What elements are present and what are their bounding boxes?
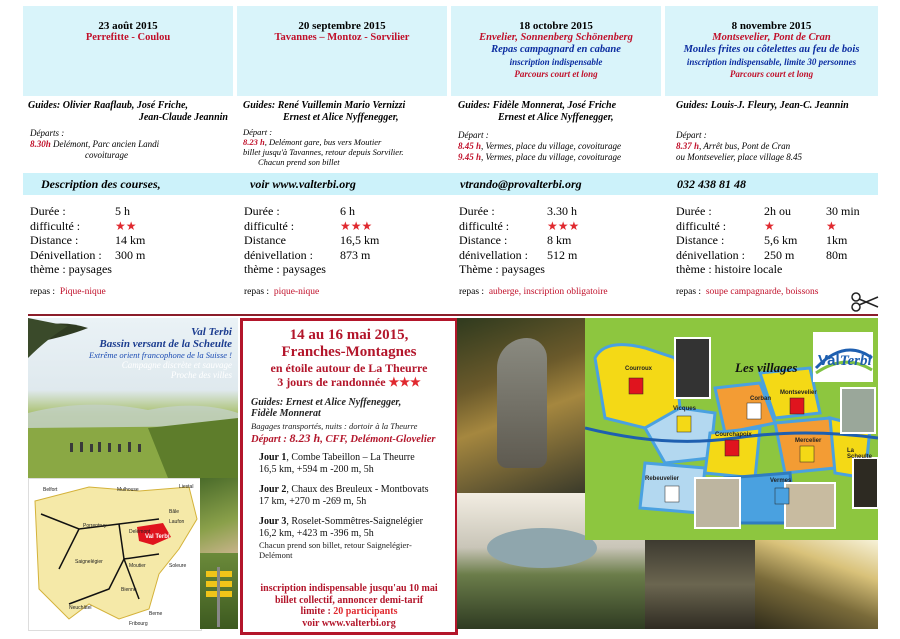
col4-repas <box>676 287 818 297</box>
col4-extra-2: inscription indispensable, limite 30 personnes <box>686 57 857 67</box>
ticket-note-1: Chacun prend son billet, retour Saignelégier- <box>259 540 412 550</box>
col4-detail-label-3: Distance : <box>676 233 725 247</box>
day1-route: , Combe Tabeillon – La Theurre <box>286 452 415 463</box>
col1-details <box>30 204 145 277</box>
col3-date: 18 octobre 2015 <box>519 20 593 32</box>
col3-detail-value-4: 512 m <box>547 247 578 262</box>
valterbi-logo <box>818 352 872 370</box>
landscape-photo <box>28 318 238 478</box>
town-bienne: Bienne <box>121 587 137 593</box>
col1-date: 23 août 2015 <box>98 20 158 32</box>
trip-guides-1: Guides: Ernest et Alice Nyffenegger, <box>251 397 402 408</box>
col2-detail-value-1: 6 h <box>340 204 355 218</box>
ticket-note-2: Delémont <box>259 550 293 560</box>
town-neuchatel: Neuchâtel <box>69 605 92 611</box>
town-berne: Berne <box>149 611 163 617</box>
col2-repas-label: repas : <box>244 287 270 297</box>
col4-date: 8 novembre 2015 <box>731 20 812 32</box>
logo-terbi: Terbi <box>839 353 872 369</box>
col4-detail-value-4b: 80m <box>826 247 848 262</box>
header-col-4 <box>665 6 878 96</box>
col3-repas-value: auberge, inscription obligatoire <box>488 287 608 297</box>
col2-depart-text: , Delémont gare, bus vers Moutier <box>264 137 382 147</box>
col3-repas <box>459 287 608 297</box>
village-rebeuvelier: Rebeuvelier <box>645 476 680 482</box>
town-porrentruy: Porrentruy <box>83 523 107 529</box>
day3-label: Jour 3 <box>259 516 287 527</box>
cut-line <box>28 314 878 316</box>
col4-extra-3: Parcours court et long <box>729 69 814 79</box>
col3-detail-value-1: 3.30 h <box>547 204 577 218</box>
autumn-forest-photo <box>755 540 878 629</box>
col4-detail-value-3b: 1km <box>826 233 848 247</box>
col4-detail-label-2: difficulté : <box>676 218 727 233</box>
col2-guides-line-2: Ernest et Alice Nyffenegger, <box>283 111 399 123</box>
col4-repas-label: repas : <box>676 287 702 297</box>
town-mulhouse: Mulhouse <box>117 487 139 493</box>
band-website[interactable]: voir www.valterbi.org <box>250 177 356 191</box>
col3-details <box>459 204 579 277</box>
col2-detail-label-2: difficulté : <box>244 218 295 233</box>
day1-label: Jour 1 <box>259 452 287 463</box>
trip-luggage-note: Bagages transportés, nuits : dortoir à la Theurre <box>251 421 418 431</box>
col2-detail-value-4: 873 m <box>340 247 371 262</box>
col4-detail-label-4: dénivellation : <box>676 247 745 262</box>
band-description: Description des courses, <box>41 177 161 191</box>
col4-difficulty-star-a: ★ <box>764 218 775 233</box>
day2-route: , Chaux des Breuleux - Montbovats <box>286 484 429 495</box>
col4-depart-text: , Arrêt bus, Pont de Cran <box>699 141 791 151</box>
col1-departs <box>30 128 230 161</box>
col3-extra-2: inscription indispensable <box>509 57 603 67</box>
col3-depart-time-1: 8.45 h <box>458 141 482 151</box>
col3-extra-3: Parcours court et long <box>514 69 598 79</box>
trip-subtitle-2: 3 jours de randonnée <box>277 375 386 389</box>
col1-detail-label-2: difficulté : <box>30 218 81 233</box>
village-corban: Corban <box>750 396 771 402</box>
town-bale: Bâle <box>169 509 180 515</box>
region-map <box>28 478 202 631</box>
col1-guides <box>28 100 228 123</box>
franches-montagnes-box <box>240 318 458 635</box>
col3-detail-label-1: Durée : <box>459 204 495 218</box>
trip-website[interactable]: voir www.valterbi.org <box>302 617 396 629</box>
col2-place: Tavannes – Montoz - Sorvilier <box>274 32 410 43</box>
contact-band <box>23 173 878 195</box>
villages-title: Les villages <box>735 360 798 375</box>
village-vicques: Vicques <box>673 406 696 412</box>
trip-depart-label: Départ : <box>251 434 287 445</box>
region-map-image <box>29 479 201 630</box>
trip-depart-place: , CFF, Delémont-Glovelier <box>320 434 436 445</box>
col3-detail-label-4: dénivellation : <box>459 247 528 262</box>
val-terbi-line-2: Campagne discrète et sauvage <box>121 360 232 370</box>
col4-details <box>676 204 860 277</box>
col2-details <box>244 204 379 277</box>
col3-departs-label: Départ : <box>458 130 489 140</box>
col2-detail-label-1: Durée : <box>244 204 280 218</box>
hikers-photo-small <box>200 478 238 553</box>
col4-detail-value-1b: 30 min <box>826 204 860 218</box>
village-vermes: Vermes <box>770 478 792 484</box>
col2-detail-value-3: 16,5 km <box>340 233 380 247</box>
col1-guides-line-2: Jean-Claude Jeannin <box>138 111 228 123</box>
day2-stats: 17 km, +270 m -269 m, 5h <box>259 496 367 507</box>
band-phone: 032 438 81 48 <box>677 177 746 191</box>
day3-route: , Roselet-Sommêtres-Saignelégier <box>286 516 423 527</box>
col1-depart-text: Delémont, Parc ancien Landi <box>50 139 160 149</box>
collective-ticket-note: billet collectif, annoncer demi-tarif <box>274 594 424 606</box>
town-saignelegier: Saignelégier <box>75 559 103 565</box>
val-terbi-caption <box>89 326 232 380</box>
col2-theme: thème : paysages <box>244 262 326 276</box>
rock-forest-photo <box>457 318 585 493</box>
col1-theme: thème : paysages <box>30 262 112 276</box>
villages-map <box>585 318 878 540</box>
val-terbi-line-3: Proche des villes <box>170 370 232 380</box>
col4-departs <box>676 130 876 163</box>
col4-guides <box>676 100 876 112</box>
col4-detail-value-3a: 5,6 km <box>764 233 798 247</box>
trip-subtitle-1: en étoile autour de La Theurre <box>270 361 428 375</box>
col1-detail-value-1: 5 h <box>115 204 130 218</box>
trip-guides-2: Fidèle Monnerat <box>251 408 321 419</box>
col3-guides-line-2: Ernest et Alice Nyffenegger, <box>498 111 614 123</box>
col3-detail-label-3: Distance : <box>459 233 508 247</box>
col1-repas <box>30 287 106 297</box>
village-courroux: Courroux <box>625 366 652 372</box>
col4-extra-1: Moules frites ou côtelettes au feu de bois <box>683 44 860 55</box>
header-col-3 <box>451 6 661 96</box>
col4-difficulty-star-b: ★ <box>826 218 837 233</box>
scissors-icon <box>850 290 880 314</box>
col4-detail-value-1a: 2h ou <box>764 204 791 218</box>
col1-guides-line-1: Guides: Olivier Raaflaub, José Friche, <box>28 100 188 111</box>
col4-depart-text-2: ou Montsevelier, place village 8.45 <box>676 152 802 162</box>
val-terbi-line-1: Extrême orient francophone de la Suisse ! <box>88 350 232 360</box>
col4-theme: thème : histoire locale <box>676 262 783 276</box>
day2-label: Jour 2 <box>259 484 287 495</box>
col2-departs <box>243 127 448 167</box>
col3-repas-label: repas : <box>459 287 485 297</box>
col3-guides-line-1: Guides: Fidèle Monnerat, José Friche <box>458 100 617 111</box>
col4-repas-value: soupe campagnarde, boissons <box>705 287 819 297</box>
limit-value: 20 participants <box>333 606 398 617</box>
col4-detail-value-4a: 250 m <box>764 247 795 262</box>
col2-repas <box>244 287 319 297</box>
map-val-terbi-label: Val Terbi <box>145 534 170 540</box>
col1-depart-time: 8.30h <box>30 139 51 149</box>
day1-stats: 16,5 km, +594 m -200 m, 5h <box>259 464 374 475</box>
town-belfort: Belfort <box>43 487 58 493</box>
col3-extra-1: Repas campagnard en cabane <box>491 44 621 55</box>
col3-guides <box>458 100 663 123</box>
col2-depart-text-3: Chacun prend son billet <box>258 157 340 167</box>
col3-departs <box>458 130 663 163</box>
col1-departs-label: Départs : <box>30 128 65 138</box>
town-fribourg: Fribourg <box>129 621 148 627</box>
trip-region: Franches-Montagnes <box>281 344 417 360</box>
col1-detail-value-4: 300 m <box>115 247 146 262</box>
town-moutier: Moutier <box>129 563 146 569</box>
trip-difficulty-stars: ★★★ <box>388 375 421 389</box>
col2-guides <box>243 100 448 123</box>
cave-photo <box>645 540 755 629</box>
col2-difficulty-stars: ★★★ <box>340 218 373 233</box>
trip-dates: 14 au 16 mai 2015, <box>289 327 409 343</box>
col4-depart-time: 8.37 h <box>676 141 700 151</box>
col1-place: Perrefitte - Coulou <box>85 32 171 43</box>
col3-theme: Thème : paysages <box>459 262 545 276</box>
col2-detail-label-4: dénivellation : <box>244 247 313 262</box>
col2-detail-label-3: Distance <box>244 233 286 247</box>
col1-detail-value-3: 14 km <box>115 233 146 247</box>
val-terbi-title: Val Terbi <box>191 326 232 338</box>
village-montsevelier: Montsevelier <box>780 390 817 396</box>
col2-repas-value: pique-nique <box>273 287 320 297</box>
val-terbi-subtitle: Bassin versant de la Scheulte <box>99 338 232 350</box>
town-delemont: Delémont <box>129 529 151 535</box>
col4-detail-label-1: Durée : <box>676 204 712 218</box>
limit-label: limite : <box>300 606 331 617</box>
trip-depart-time: 8.23 h <box>289 431 321 445</box>
col1-repas-value: Pique-nique <box>59 287 106 297</box>
col4-place: Montsevelier, Pont de Cran <box>712 32 831 43</box>
town-soleure: Soleure <box>169 563 187 569</box>
col1-repas-label: repas : <box>30 287 56 297</box>
signpost-photo <box>200 553 238 629</box>
day3-stats: 16,2 km, +423 m -396 m, 5h <box>259 528 374 539</box>
header-col-1 <box>23 6 233 96</box>
town-laufon: Laufon <box>169 519 185 525</box>
col2-departs-label: Départ : <box>243 127 273 137</box>
col2-date: 20 septembre 2015 <box>298 20 386 32</box>
col3-difficulty-stars: ★★★ <box>547 218 580 233</box>
col3-depart-time-2: 9.45 h <box>458 152 482 162</box>
col2-depart-text-2: billet jusqu'à Tavannes, retour depuis Sorvilier. <box>243 147 404 157</box>
col2-guides-line-1: Guides: René Vuillemin Mario Vernizzi <box>243 100 406 111</box>
col3-place: Envelier, Sonnenberg Schönenberg <box>479 32 633 43</box>
col1-detail-label-3: Distance : <box>30 233 79 247</box>
col3-detail-label-2: difficulté : <box>459 218 510 233</box>
col1-difficulty-stars: ★★ <box>115 218 137 233</box>
col3-depart-text-1: , Vermes, place du village, covoiturage <box>481 141 621 151</box>
col3-depart-text-2: , Vermes, place du village, covoiturage <box>481 152 621 162</box>
col1-detail-label-4: Dénivellation : <box>30 247 102 262</box>
village-courchapoix: Courchapoix <box>715 432 752 438</box>
col3-detail-value-3: 8 km <box>547 233 572 247</box>
band-email[interactable]: vtrando@provalterbi.org <box>460 177 582 191</box>
registration-note: inscription indispensable jusqu'au 10 mai <box>260 583 438 594</box>
logo-val: Val <box>818 352 840 369</box>
col1-depart-text-2: covoiturage <box>85 150 128 160</box>
town-liestal: Liestal <box>179 484 194 490</box>
header-col-2 <box>237 6 447 96</box>
village-la-scheulte: La Scheulte <box>847 448 873 460</box>
village-mercelier: Mercelier <box>795 438 822 444</box>
col1-detail-label-1: Durée : <box>30 204 66 218</box>
col2-depart-time: 8.23 h <box>243 137 265 147</box>
col4-departs-label: Départ : <box>676 130 707 140</box>
col4-guides-line-1: Guides: Louis-J. Fleury, Jean-C. Jeannin <box>676 100 849 111</box>
